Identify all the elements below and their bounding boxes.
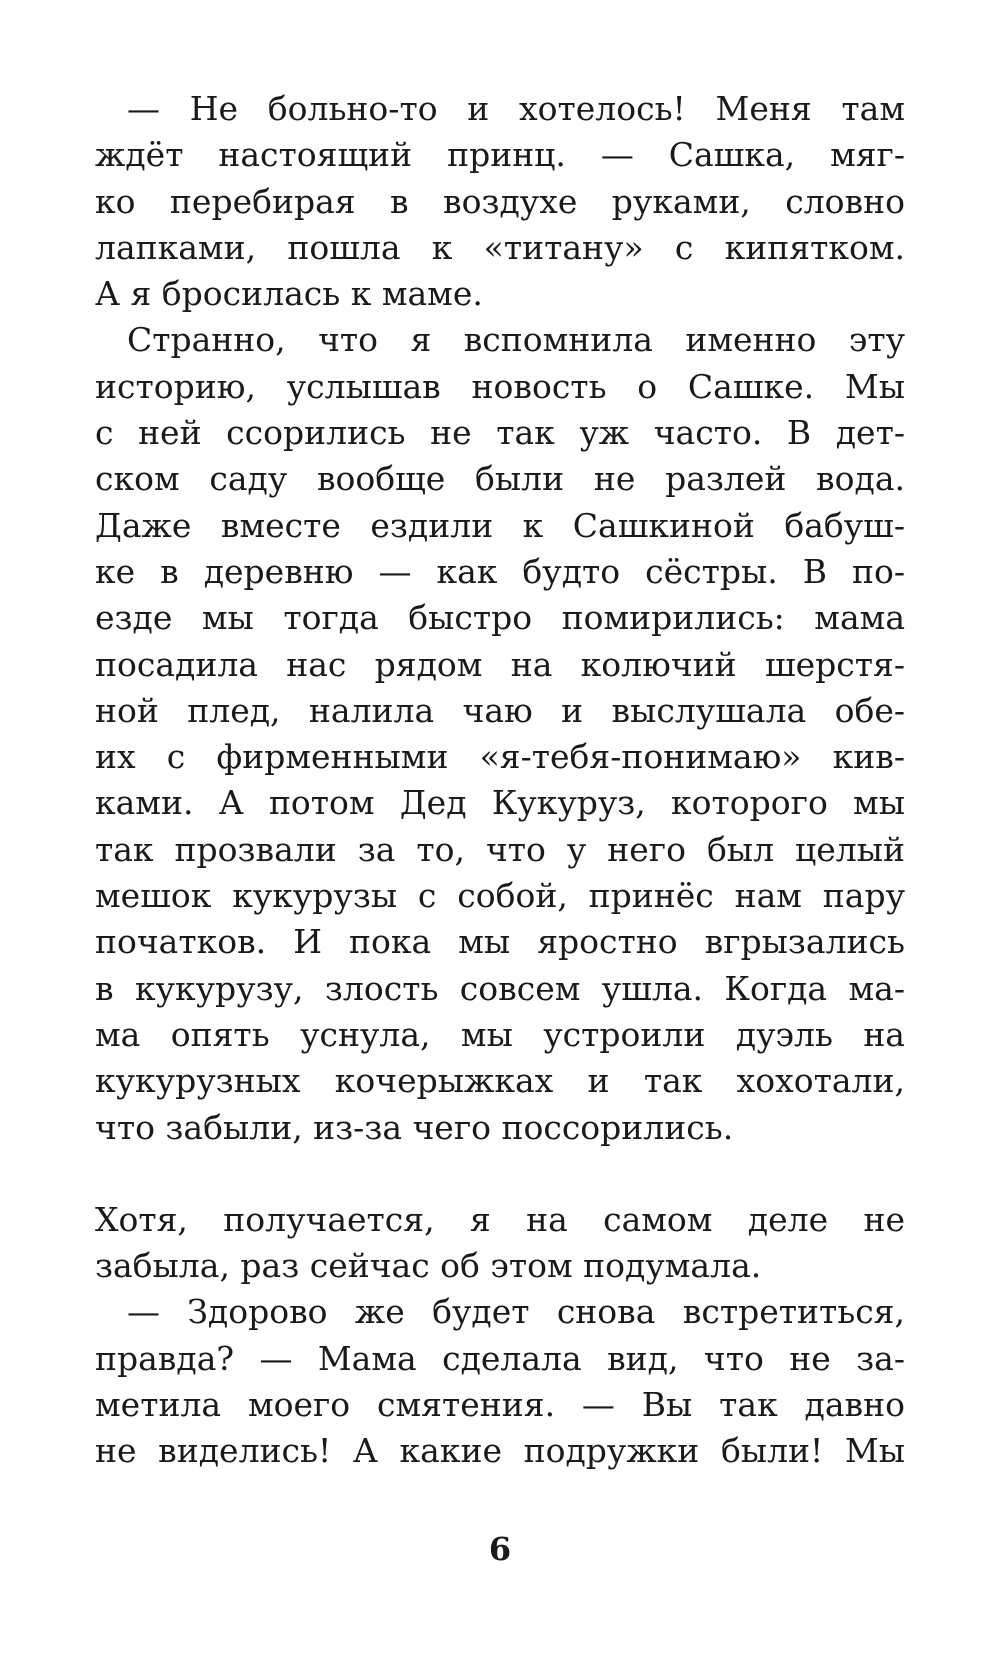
text-line: Странно, что я вспомнила именно эту (127, 320, 905, 360)
text-line: метила моего смятения. — Вы так давно (95, 1385, 905, 1425)
paragraph-1 (95, 86, 905, 317)
body-text (95, 86, 905, 1475)
text-line: кукурузных кочерыжках и так хохотали, (95, 1061, 905, 1101)
paragraph-2 (95, 317, 905, 1150)
text-line: Даже вместе ездили к Сашкиной бабуш- (95, 505, 905, 545)
text-line: ждёт настоящий принц. — Сашка, мяг- (95, 135, 905, 175)
text-line: Хотя, получается, я на самом деле не (95, 1199, 905, 1239)
section-gap (95, 1151, 905, 1197)
text-line: — Не больно-то и хотелось! Меня там (127, 89, 905, 128)
text-line: забыла, раз сейчас об этом подумала. (95, 1246, 762, 1286)
text-line: так прозвали за то, что у него был целый (95, 829, 905, 869)
text-line: початков. И пока мы яростно вгрызались (95, 922, 905, 962)
text-line: что забыли, из-за чего поссорились. (95, 1107, 734, 1147)
text-line: — Здорово же будет снова встретиться, (127, 1292, 905, 1332)
text-line: мешок кукурузы с собой, принёс нам пару (95, 876, 905, 916)
text-line: историю, услышав новость о Сашке. Мы (95, 366, 905, 406)
paragraph-4 (95, 1289, 905, 1474)
text-line: с ней ссорились не так уж часто. В дет- (95, 413, 905, 453)
text-line: правда? — Мама сделала вид, что не за- (95, 1338, 905, 1378)
text-line: ском саду вообще были не разлей вода. (95, 459, 905, 499)
text-line: посадила нас рядом на колючий шерстя- (95, 644, 905, 684)
paragraph-3 (95, 1197, 905, 1290)
page-number: 6 (488, 1530, 512, 1568)
text-line: ко перебирая в воздухе руками, словно (95, 181, 905, 221)
text-line: в кукурузу, злость совсем ушла. Когда ма- (95, 968, 905, 1008)
text-line: ке в деревню — как будто сёстры. В по- (95, 551, 905, 591)
text-line: их с фирменными «я-тебя-понимаю» кив- (95, 737, 905, 777)
text-line: ной плед, налила чаю и выслушала обе- (95, 690, 905, 730)
text-line: не виделись! А какие подружки были! Мы (95, 1431, 905, 1471)
text-line: А я бросилась к маме. (95, 274, 483, 314)
text-line: езде мы тогда быстро помирились: мама (95, 598, 905, 638)
text-line: ками. А потом Дед Кукуруз, которого мы (95, 783, 905, 823)
text-line: ма опять уснула, мы устроили дуэль на (95, 1014, 905, 1054)
text-line: лапками, пошла к «титану» с кипятком. (95, 227, 905, 267)
